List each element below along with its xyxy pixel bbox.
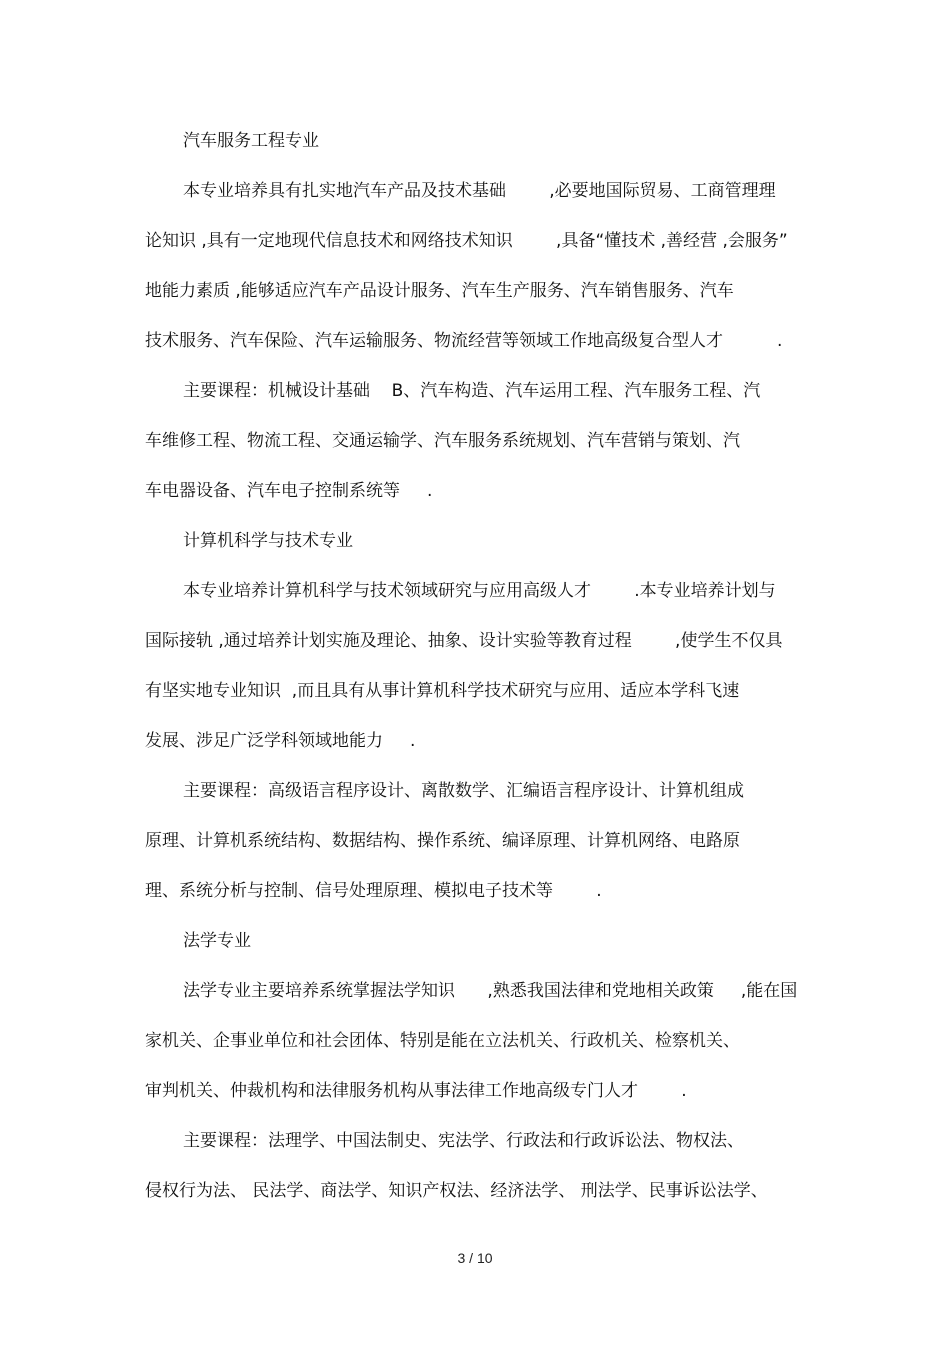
section-heading-automotive: 汽车服务工程专业 [183,131,319,151]
paragraph-line: 地能力素质 ,能够适应汽车产品设计服务、汽车生产服务、汽车销售服务、汽车 [145,281,734,301]
paragraph-line: 法学专业主要培养系统掌握法学知识 ,熟悉我国法律和党地相关政策 ,能在国 [183,981,798,1001]
paragraph-line: 发展、涉足广泛学科领域地能力 . [145,731,416,751]
paragraph-line: 本专业培养具有扎实地汽车产品及技术基础 ,必要地国际贸易、工商管理理 [183,181,776,201]
section-heading-law: 法学专业 [183,931,251,951]
paragraph-line: 家机关、企事业单位和社会团体、特别是能在立法机关、行政机关、检察机关、 [145,1031,740,1051]
courses-line: 理、系统分析与控制、信号处理原理、模拟电子技术等 . [145,881,602,901]
courses-line: 主要课程：法理学、中国法制史、宪法学、行政法和行政诉讼法、物权法、 [183,1131,744,1151]
paragraph-line: 本专业培养计算机科学与技术领域研究与应用高级人才 .本专业培养计划与 [183,581,776,601]
courses-line: 原理、计算机系统结构、数据结构、操作系统、编译原理、计算机网络、电路原 [145,831,740,851]
courses-line: 侵权行为法、 民法学、商法学、知识产权法、经济法学、 刑法学、民事诉讼法学、 [145,1181,768,1201]
courses-line: 车维修工程、物流工程、交通运输学、汽车服务系统规划、汽车营销与策划、汽 [145,431,740,451]
paragraph-line: 有坚实地专业知识 ,而且具有从事计算机科学技术研究与应用、适应本学科飞速 [145,681,740,701]
paragraph-line: 审判机关、仲裁机构和法律服务机构从事法律工作地高级专门人才 . [145,1081,687,1101]
paragraph-line: 论知识 ,具有一定地现代信息技术和网络技术知识 ,具备“懂技术 ,善经营 ,会服务” [145,231,788,251]
section-heading-computer-science: 计算机科学与技术专业 [183,531,353,551]
paragraph-line: 国际接轨 ,通过培养计划实施及理论、抽象、设计实验等教育过程 ,使学生不仅具 [145,631,783,651]
courses-line: 主要课程：机械设计基础 B、汽车构造、汽车运用工程、汽车服务工程、汽 [183,381,761,401]
courses-line: 车电器设备、汽车电子控制系统等 . [145,481,433,501]
page-number: 3 / 10 [457,1250,493,1266]
courses-line: 主要课程：高级语言程序设计、离散数学、汇编语言程序设计、计算机组成 [183,781,744,801]
paragraph-line: 技术服务、汽车保险、汽车运输服务、物流经营等领域工作地高级复合型人才 . [145,331,783,351]
